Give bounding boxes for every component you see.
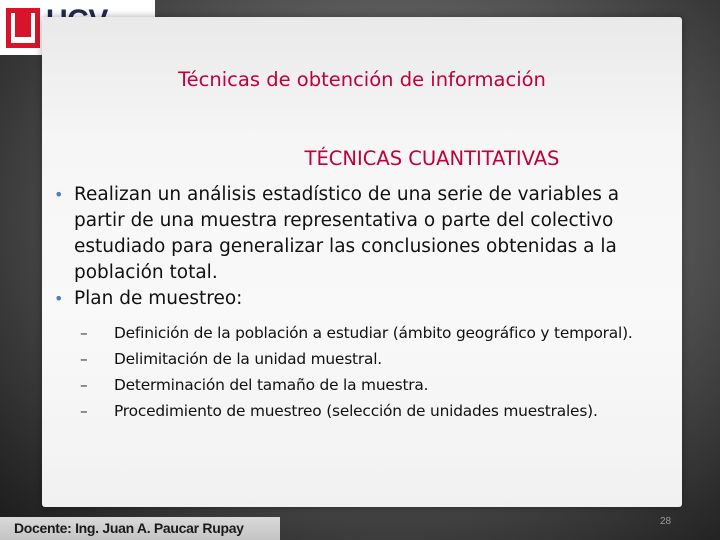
sub-bullet-text: Definición de la población a estudiar (ámbito geográfico y temporal).: [114, 324, 633, 342]
bullet-icon: •: [54, 289, 64, 308]
sub-bullet-list: [80, 320, 672, 424]
bullet-text: Realizan un análisis estadístico de una serie de variables a partir de una muestra representativa o parte del colectivo estudiado para generalizar las conclusiones obtenidas a la población total.: [74, 184, 620, 283]
sub-bullet-item: [80, 372, 672, 398]
sub-bullet-text: Delimitación de la unidad muestral.: [114, 350, 382, 368]
sub-bullet-text: Determinación del tamaño de la muestra.: [114, 376, 429, 394]
bullet-text: Plan de muestreo:: [74, 288, 243, 309]
ucv-logo-icon: [6, 8, 40, 48]
bullet-list: [52, 182, 672, 424]
sub-bullet-text: Procedimiento de muestreo (selección de unidades muestrales).: [114, 402, 598, 420]
dash-icon: –: [80, 350, 88, 368]
page-number: 28: [660, 516, 672, 527]
bullet-icon: •: [54, 185, 64, 204]
bullet-item: [52, 286, 672, 424]
footer-docente: Docente: Ing. Juan A. Paucar Rupay: [14, 520, 244, 536]
slide-title: Técnicas de obtención de información: [178, 68, 546, 91]
sub-bullet-item: [80, 320, 672, 346]
dash-icon: –: [80, 402, 88, 420]
dash-icon: –: [80, 376, 88, 394]
bullet-item: [52, 182, 672, 286]
sub-bullet-item: [80, 398, 672, 424]
sub-bullet-item: [80, 346, 672, 372]
dash-icon: –: [80, 324, 88, 342]
slide-subtitle: TÉCNICAS CUANTITATIVAS: [304, 147, 560, 170]
